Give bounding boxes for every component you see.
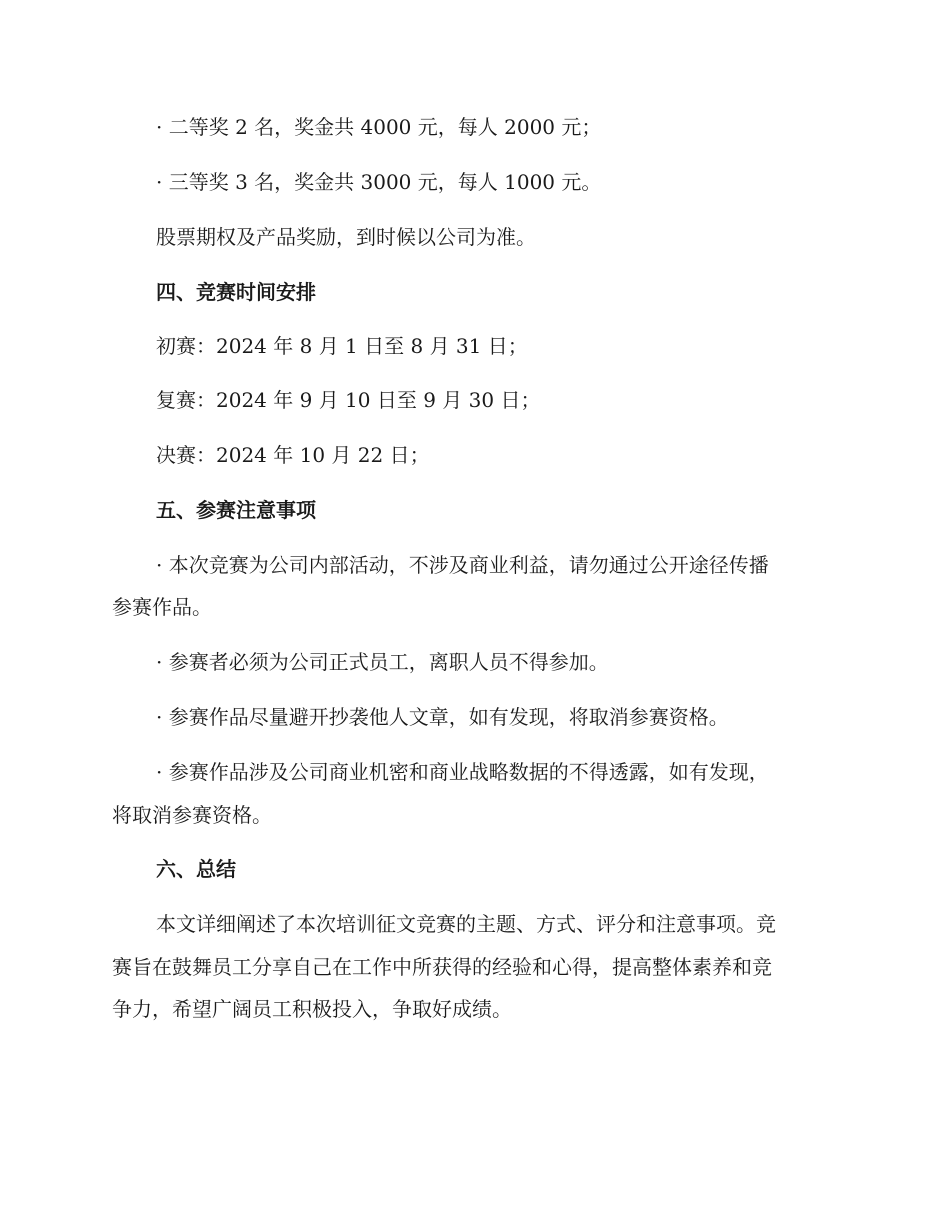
- summary-line2: 赛旨在鼓舞员工分享自己在工作中所获得的经验和心得，提高整体素养和竞: [112, 955, 772, 979]
- schedule-preliminary-text: 初赛：2024 年 8 月 1 日至 8 月 31 日；: [156, 334, 528, 358]
- schedule-final-text: 决赛：2024 年 10 月 22 日；: [156, 443, 430, 467]
- section5-heading: 五、参赛注意事项: [156, 498, 316, 522]
- schedule-semifinal-text: 复赛：2024 年 9 月 10 日至 9 月 30 日；: [156, 388, 541, 412]
- notice1-line1: · 本次竞赛为公司内部活动，不涉及商业利益，请勿通过公开途径传播: [156, 553, 769, 577]
- summary-line1: 本文详细阐述了本次培训征文竞赛的主题、方式、评分和注意事项。竞: [156, 912, 776, 936]
- prize-second-text: · 二等奖 2 名，奖金共 4000 元，每人 2000 元；: [156, 115, 602, 139]
- notice1-line2: 参赛作品。: [112, 595, 212, 619]
- section4-heading: 四、竞赛时间安排: [156, 280, 316, 304]
- section6-heading: 六、总结: [156, 857, 236, 881]
- prize-third-text: · 三等奖 3 名，奖金共 3000 元，每人 1000 元。: [156, 170, 602, 194]
- notice4-line1: · 参赛作品涉及公司商业机密和商业战略数据的不得透露，如有发现，: [156, 760, 769, 784]
- notice2-text: · 参赛者必须为公司正式员工，离职人员不得参加。: [156, 650, 609, 674]
- summary-line3: 争力，希望广阔员工积极投入，争取好成绩。: [112, 997, 512, 1021]
- notice3-text: · 参赛作品尽量避开抄袭他人文章，如有发现，将取消参赛资格。: [156, 705, 729, 729]
- notice4-line2: 将取消参赛资格。: [112, 803, 272, 827]
- prize-note-text: 股票期权及产品奖励，到时候以公司为准。: [156, 225, 536, 249]
